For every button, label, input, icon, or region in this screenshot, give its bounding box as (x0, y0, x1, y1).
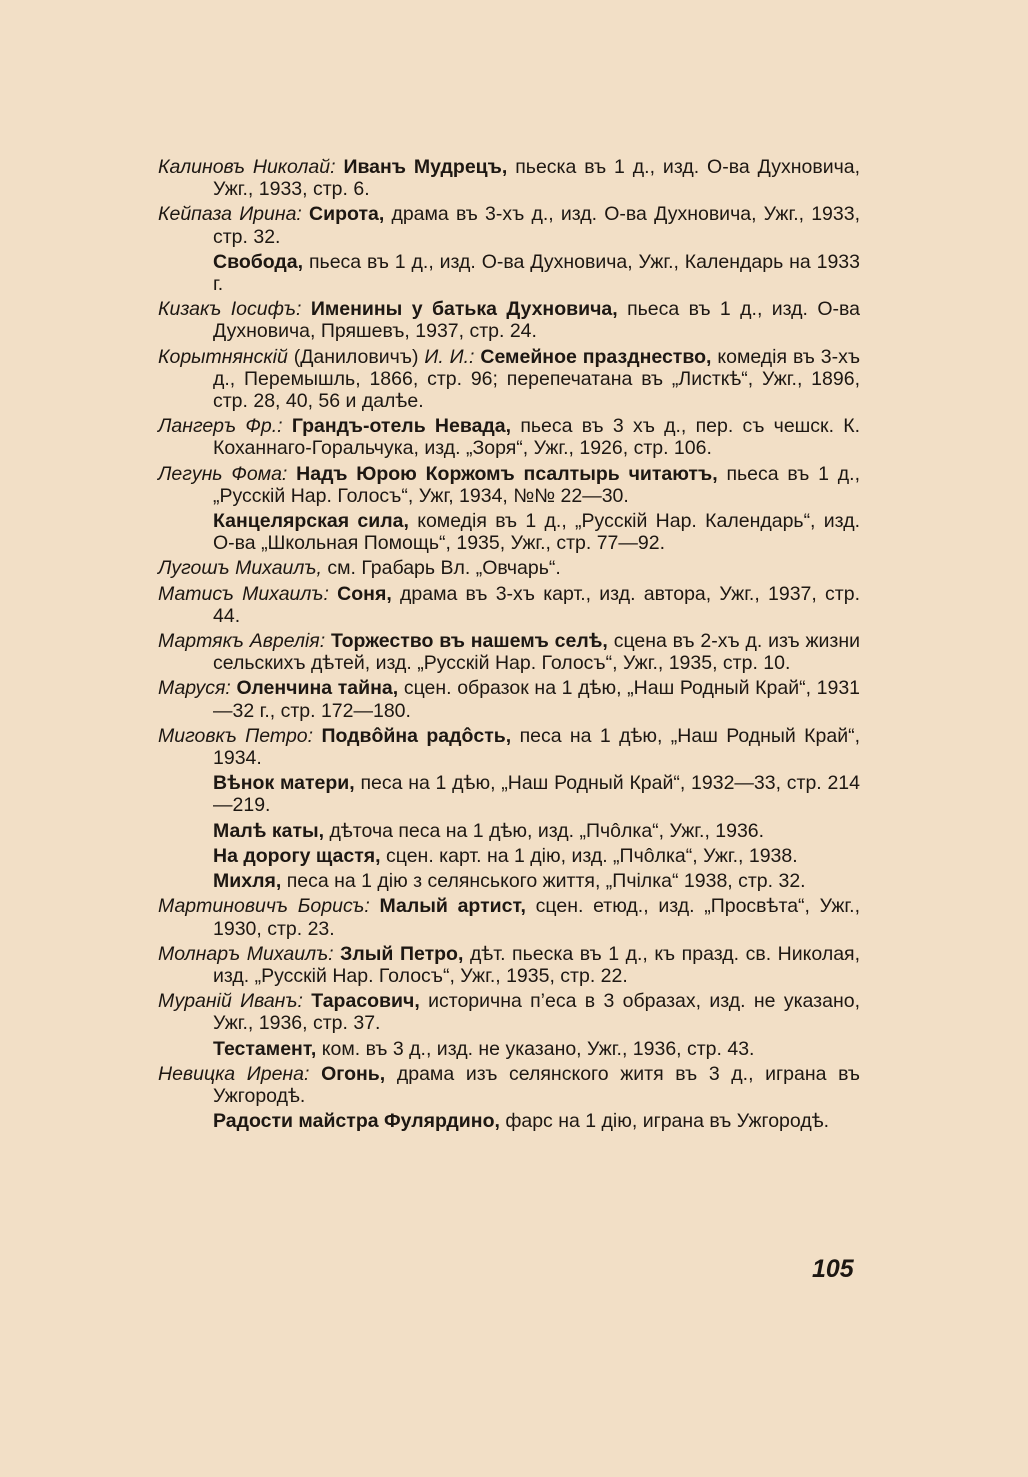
bibliography-entry (158, 298, 860, 342)
bibliography-work (158, 772, 860, 816)
work-details: песа на 1 дѣю, „Наш Родный Край“, 1934. (213, 724, 861, 770)
author-name: Мартиновичъ Борисъ: (158, 895, 370, 918)
author-name: Лангеръ Фр.: (158, 415, 283, 438)
bibliography-work (158, 1038, 860, 1060)
work-details: исторична п’еса в 3 образах, изд. не указано, Ужг., 1936, стр. 37. (213, 990, 860, 1035)
author-extra: (Даниловичъ) (293, 345, 419, 368)
work-title: Свобода, (213, 250, 304, 273)
bibliography-entry (158, 156, 860, 200)
bibliography-entry (158, 463, 860, 507)
work-details: пьеса въ 1 д., изд. О-ва Духновича, Пряшевъ, 1937, стр. 24. (213, 298, 861, 343)
work-title: Надъ Юрою Коржомъ псалтырь читаютъ, (296, 462, 718, 485)
bibliography-entry (158, 725, 860, 769)
author-name: Лугошъ Михаилъ, (158, 557, 322, 580)
work-details: дѣточа песа на 1 дѣю, изд. „Пчôлка“, Ужг., 1936. (329, 819, 765, 842)
work-details: сцена въ 2-хъ д. изъ жизни сельскихъ дѣтей, изд. „Русскій Нар. Голосъ“, Ужг., 1935, стр. 10. (213, 630, 861, 675)
author-name: Кизакъ Іосифъ: (158, 298, 302, 321)
work-details: сцен. карт. на 1 дію, изд. „Пчôлка“, Ужг., 1938. (386, 844, 798, 867)
work-title: Михля, (213, 870, 282, 893)
author-name: Невицка Ирена: (158, 1062, 310, 1085)
bibliography-page (158, 156, 860, 1135)
page-number: 105 (812, 1255, 854, 1283)
bibliography-entry (158, 557, 860, 579)
bibliography-work (158, 870, 860, 892)
bibliography-work (158, 820, 860, 842)
work-details: сцен. образок на 1 дѣю, „Наш Родный Край“, 1931—32 г., стр. 172—180. (213, 677, 861, 722)
author-name: Легунь Фома: (158, 462, 288, 485)
work-title: Подвôйна радôсть, (321, 724, 512, 747)
bibliography-entry (158, 203, 860, 247)
bibliography-entry (158, 895, 860, 939)
bibliography-entry (158, 990, 860, 1034)
work-title: Тестамент, (213, 1037, 317, 1060)
work-title: Грандъ-отель Невада, (291, 415, 512, 438)
work-details: комедія въ 1 д., „Русскій Нар. Календарь“, изд. О-ва „Школьная Помощь“, 1935, Ужг., стр. 77—92. (213, 510, 860, 555)
work-details: сцен. етюд., изд. „Просвѣта“, Ужг., 1930, стр. 23. (213, 895, 861, 940)
work-title: Сирота, (309, 203, 385, 226)
work-details: драма въ 3-хъ д., изд. О-ва Духновича, Ужг., 1933, стр. 32. (213, 203, 861, 248)
author-name: Миговкъ Петро: (158, 724, 314, 747)
bibliography-work (158, 845, 860, 867)
work-title: Оленчина тайна, (236, 677, 399, 700)
work-details: пьеска въ 1 д., изд. О-ва Духновича, Ужг., 1933, стр. 6. (213, 156, 861, 201)
work-title: Малѣ каты, (213, 819, 325, 842)
work-details: драма въ 3-хъ карт., изд. автора, Ужг., 1937, стр. 44. (213, 582, 861, 627)
work-title: Тарасович, (311, 990, 420, 1013)
work-title: Вѣнок матери, (213, 772, 355, 795)
work-details: песа на 1 дію з селянського життя, „Пчілка“ 1938, стр. 32. (286, 870, 806, 893)
work-title: Огонь, (321, 1062, 386, 1085)
work-details: пьеса въ 1 д., „Русскій Нар. Голосъ“, Ужг, 1934, №№ 22—30. (213, 462, 860, 507)
entries-list (158, 156, 860, 1132)
work-title: Торжество въ нашемъ селѣ, (330, 630, 608, 653)
bibliography-work (158, 251, 860, 295)
work-details: фарс на 1 дію, играна въ Ужгородѣ. (505, 1110, 830, 1133)
work-title: Именины у батька Духновича, (310, 298, 618, 321)
work-details: драма изъ селянского житя въ 3 д., играна въ Ужгородѣ. (213, 1062, 860, 1107)
work-title: Радости майстра Фулярдино, (213, 1110, 500, 1133)
work-details: комедія въ 3-хъ д., Перемышль, 1866, стр. 96; перепечатана въ „Листкѣ“, Ужг., 1896, стр. 28, 40, 56 и далѣе. (213, 345, 861, 413)
work-title: Соня, (337, 582, 392, 605)
bibliography-entry (158, 346, 860, 413)
work-title: Злый Петро, (340, 942, 464, 965)
work-details: ком. въ 3 д., изд. не указано, Ужг., 1936, стр. 43. (321, 1037, 755, 1060)
work-details: песа на 1 дѣю, „Наш Родный Край“, 1932—33, стр. 214—219. (213, 772, 860, 817)
bibliography-entry (158, 583, 860, 627)
work-title: Канцелярская сила, (213, 510, 409, 533)
author-name: Мураній Иванъ: (158, 990, 303, 1013)
author-name: Кейпаза Ирина: (158, 203, 302, 226)
work-details: см. Грабарь Вл. „Овчарь“. (327, 557, 561, 580)
work-title: Семейное празднество, (480, 345, 712, 368)
author-name: Молнаръ Михаилъ: (158, 942, 334, 965)
bibliography-entry (158, 630, 860, 674)
bibliography-entry (158, 1063, 860, 1107)
bibliography-work (158, 510, 860, 554)
author-name: Маруся: (158, 677, 231, 700)
author-name: Корытнянскій (158, 345, 288, 368)
author-name: Мартякъ Аврелія: (158, 630, 326, 653)
author-name: Матисъ Михаилъ: (158, 582, 329, 605)
work-details: пьеса въ 3 хъ д., пер. съ чешск. К. Коханнаго-Горальчука, изд. „Зоря“, Ужг., 1926, стр. 106. (213, 415, 861, 460)
author-initials: И. И.: (424, 345, 475, 368)
author-name: Калиновъ Николай: (158, 156, 336, 178)
work-title: Иванъ Мудрецъ, (343, 156, 508, 178)
work-details: дѣт. пьеска въ 1 д., къ празд. св. Николая, изд. „Русскій Нар. Голосъ“, Ужг., 1935, стр. 22. (213, 942, 861, 987)
bibliography-entry (158, 677, 860, 721)
bibliography-entry (158, 415, 860, 459)
work-details: пьеса въ 1 д., изд. О-ва Духновича, Ужг., Календарь на 1933 г. (213, 250, 860, 296)
bibliography-work (158, 1110, 860, 1132)
bibliography-entry (158, 943, 860, 987)
work-title: На дорогу щастя, (213, 844, 381, 867)
work-title: Малый артист, (379, 895, 526, 918)
